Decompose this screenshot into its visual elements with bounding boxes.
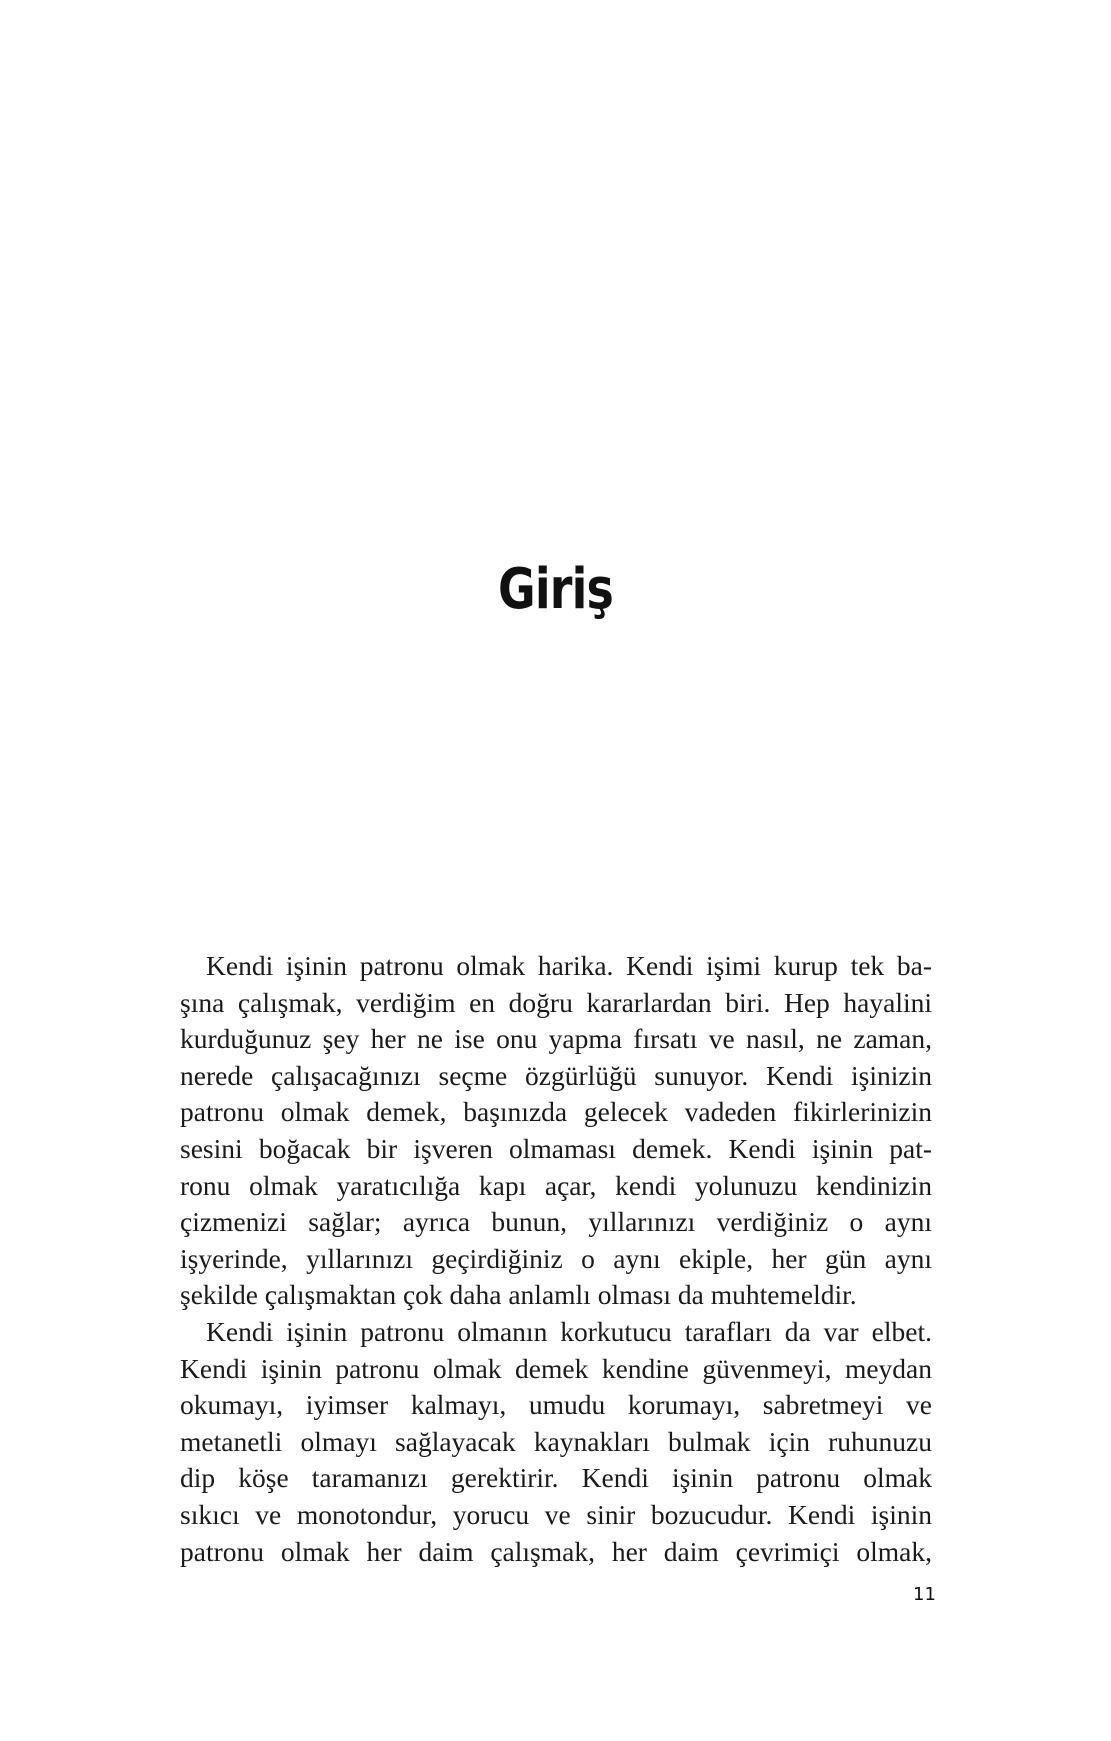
text-line: sesini boğacak bir işveren olmaması demek. Kendi işinin pat- [180,1132,932,1164]
text-line: şekilde çalışmaktan çok daha anlamlı olması da muhtemeldir. [180,1279,857,1311]
text-line: Kendi işinin patronu olmak harika. Kendi işimi kurup tek ba- [206,950,932,981]
page-number: 11 [913,1584,936,1605]
text-line: dip köşe taramanızı gerektirir. Kendi işinin patronu olmak [180,1462,932,1494]
text-line: Kendi işinin patronu olmanın korkutucu tarafları da var elbet. [206,1315,932,1347]
text-line: okumayı, iyimser kalmayı, umudu korumayı, sabretmeyi ve [180,1389,932,1421]
text-line: patronu olmak her daim çalışmak, her daim çevrimiçi olmak, [180,1535,932,1567]
text-line: işyerinde, yıllarınızı geçirdiğiniz o aynı ekiple, her gün aynı [180,1242,932,1274]
text-line: sıkıcı ve monotondur, yorucu ve sinir bozucudur. Kendi işinin [180,1498,932,1530]
text-line: Kendi işinin patronu olmak demek kendine güvenmeyi, meydan [180,1352,932,1384]
text-line: nerede çalışacağınızı seçme özgürlüğü sunuyor. Kendi işinizin [180,1059,932,1091]
text-line: ronu olmak yaratıcılığa kapı açar, kendi yolunuzu kendinizin [180,1169,932,1201]
text-line: patronu olmak demek, başınızda gelecek vadeden fikirlerinizin [180,1096,932,1128]
text-line: şına çalışmak, verdiğim en doğru kararlardan biri. Hep hayalini [180,986,932,1018]
body-text [180,948,932,1570]
text-line: kurduğunuz şey her ne ise onu yapma fırsatı ve nasıl, ne zaman, [180,1023,932,1055]
paragraph-2 [180,1314,932,1570]
chapter-title: Giriş [497,557,614,622]
paragraph-1 [180,948,932,1314]
text-line: çizmenizi sağlar; ayrıca bunun, yıllarınızı verdiğiniz o aynı [180,1206,932,1238]
text-line: metanetli olmayı sağlayacak kaynakları bulmak için ruhunuzu [180,1425,932,1457]
